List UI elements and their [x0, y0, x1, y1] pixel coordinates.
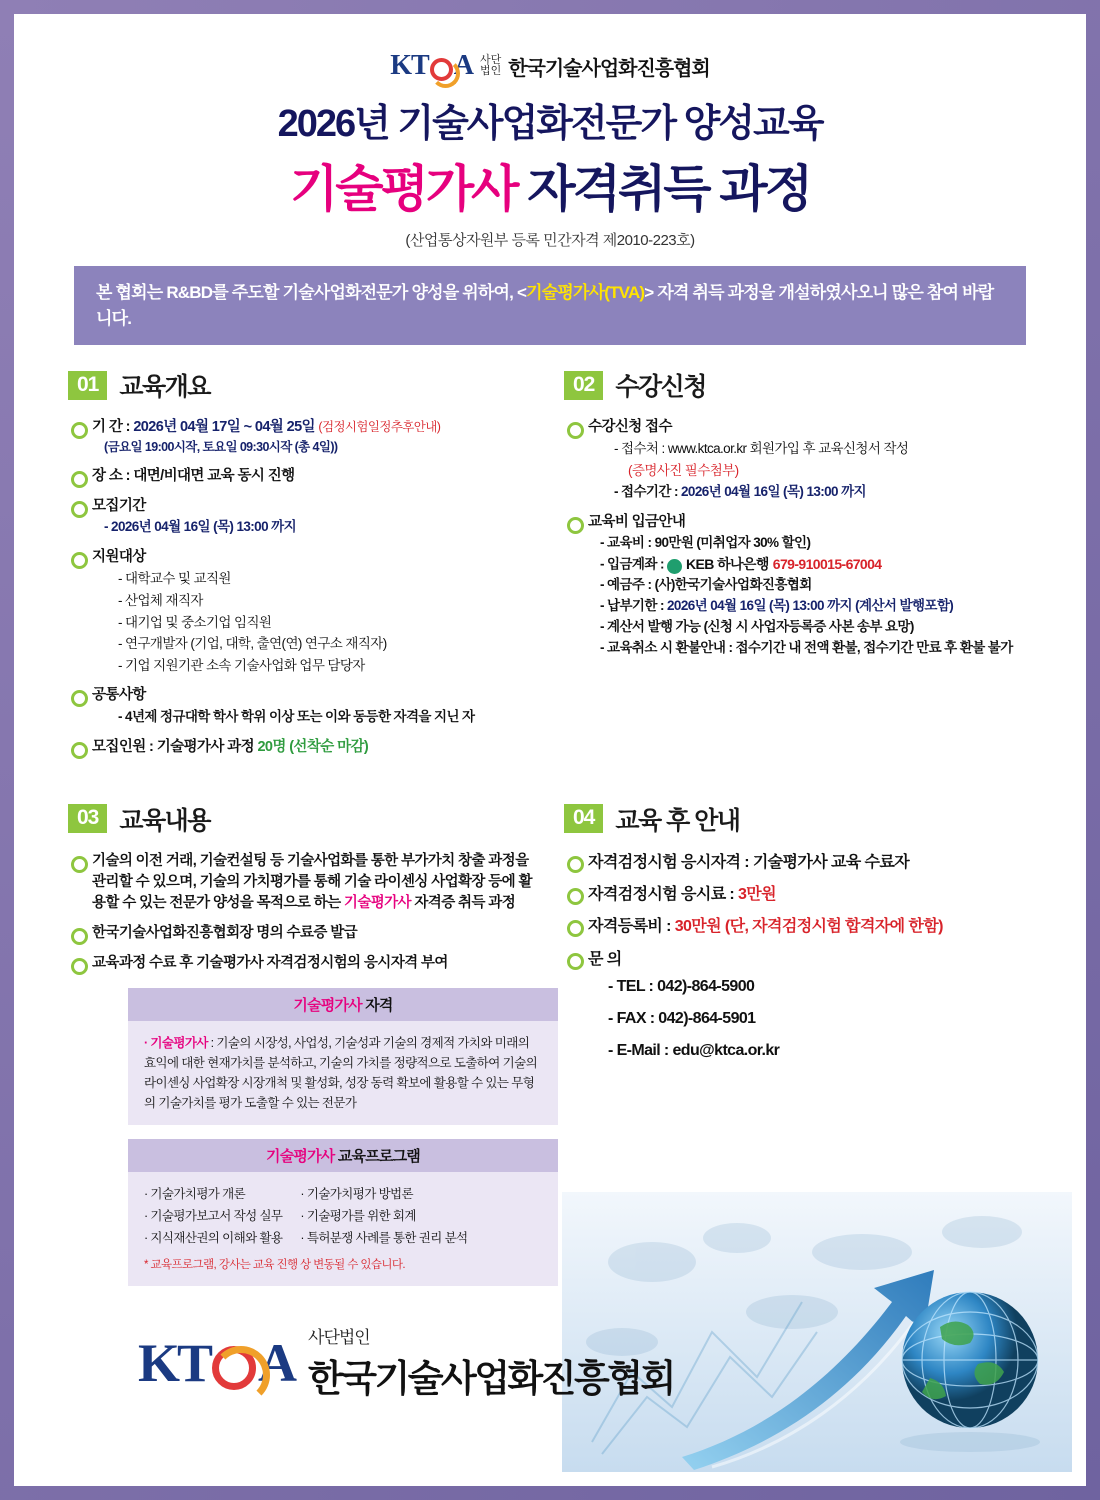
apply-line1: - 접수처 : www.ktca.or.kr 회원가입 후 교육신청서 작성: [614, 441, 909, 457]
program-list-left: [144, 1184, 282, 1250]
row-top: [28, 345, 1072, 767]
section-01: [68, 367, 550, 767]
period-sub: (금요일 19:00시작, 토요일 09:30시작 (총 4일)): [104, 440, 338, 455]
list-item: [68, 737, 536, 758]
contact-details: [588, 971, 1032, 1067]
footer-mark-tail: A: [258, 1332, 295, 1393]
section-02-header: [564, 367, 1032, 403]
list-item: [68, 685, 536, 728]
list-item: [68, 547, 536, 676]
corp-name: 한국기술사업화진흥협회: [508, 57, 710, 80]
target-4: - 기업 지원기관 소속 기술사업화 업무 담당자: [118, 657, 365, 673]
ktca-logo-tail: A: [453, 50, 473, 81]
footer-corp-small: 사단법인: [308, 1328, 370, 1347]
qualification-box: [128, 988, 558, 1125]
exam-fee-value: 3만원: [737, 886, 776, 904]
section-02: [550, 367, 1032, 767]
section-04-title: 교육 후 안내: [615, 806, 740, 835]
section-01-list: [68, 417, 536, 758]
list-item: [564, 883, 1032, 906]
apply-line3-label: - 접수기간 :: [614, 484, 678, 500]
refund-info: - 교육취소 시 환불안내 : 접수기간 내 전액 환불, 접수기간 만료 후 환불 불가: [600, 640, 1013, 656]
period-label: 기 간 :: [92, 419, 130, 435]
title-line1: 2026년 기술사업화전문가 양성교육: [277, 103, 823, 145]
hana-logo-icon: [667, 559, 682, 574]
account-holder: - 예금주 : (사)한국기술사업화진흥협회: [600, 577, 812, 593]
footer-corp-name: 한국기술사업화진흥협회: [308, 1358, 674, 1399]
list-item: · 특허분쟁 사례를 통한 권리 분석: [300, 1230, 468, 1245]
title-subtitle: (산업통상자원부 등록 민간자격 제2010-223호): [405, 232, 695, 249]
contact-email: - E-Mail : edu@ktca.or.kr: [608, 1041, 780, 1059]
due-value: 2026년 04월 16일 (목) 13:00 까지 (계산서 발행포함): [667, 598, 954, 614]
period-value: 2026년 04월 17일 ~ 04월 25일: [133, 419, 315, 435]
list-item: [564, 915, 1032, 938]
title-line2: [28, 149, 1072, 221]
qualification-box-header: [128, 988, 558, 1021]
place-value: 대면/비대면 교육 동시 진행: [133, 468, 295, 485]
place-label: 장 소 :: [92, 468, 130, 485]
due-row: [588, 596, 1032, 617]
fee-label: 교육비 입금안내: [588, 513, 686, 530]
apply-line2: (증명사진 필수첨부): [628, 462, 739, 478]
section-04-list: [564, 851, 1032, 1067]
apply-line3: [588, 481, 1032, 503]
invoice-info: - 계산서 발행 가능 (신청 시 사업자등록증 사본 송부 요망): [600, 619, 914, 635]
program-note: * 교육프로그램, 강사는 교육 진행 상 변동될 수 있습니다.: [144, 1258, 406, 1271]
qualification-text: : 기술의 시장성, 사업성, 기술성과 기술의 경제적 가치와 미래의 효익에 대한 현재가치를 분석하고, 기술의 가치를 정량적으로 도출하여 기술의 라이센싱 사업확장 시장개척 및 활성화, 성장 동력 확보에 활용할 수 있는 무형의 기술가치를 평가 도출할 수 있는 전문가: [144, 1036, 538, 1111]
program-list-right: [300, 1184, 467, 1250]
exam-fee-label: 자격검정시험 응시료 :: [588, 886, 738, 904]
list-item: [68, 496, 536, 538]
list-item: [564, 512, 1032, 659]
title-navy: 자격취득 과정: [527, 161, 811, 217]
notice-post: > 자격 취득 과정을 개설하였사오니 많은 참여 바랍니다.: [96, 283, 994, 328]
list-item: 자격검정시험 응시자격 : 기술평가사 교육 수료자: [564, 851, 1032, 874]
program-box-body: [128, 1172, 558, 1286]
section-04-number: 04: [564, 804, 603, 833]
list-item: · 기술평가를 위한 회계: [300, 1208, 416, 1223]
bank-name: KEB 하나은행: [686, 555, 769, 572]
list-item: [68, 851, 536, 914]
list-item: · 기술가치평가 방법론: [300, 1187, 414, 1202]
title-block: [28, 92, 1072, 250]
target-2: - 대기업 및 중소기업 임직원: [118, 614, 272, 630]
brand-lockup: [390, 50, 710, 82]
section-02-number: 02: [564, 371, 603, 400]
list-item: [564, 417, 1032, 503]
list-item: · 기술가치평가 개론: [144, 1187, 246, 1202]
list-item: · 지식재산권의 이해와 활용: [144, 1230, 283, 1245]
section-03-number: 03: [68, 804, 107, 833]
brand-bar: [28, 28, 1072, 82]
common-value: - 4년제 정규대학 학사 학위 이상 또는 이와 동등한 자격을 지닌 자: [118, 709, 475, 725]
bank-logo-icon: [667, 554, 881, 576]
footer-logo: [138, 1323, 674, 1402]
section-03: [68, 801, 550, 1286]
section-02-list: [564, 417, 1032, 659]
program-box-header: [128, 1139, 558, 1172]
qualification-box-header-rest: 자격: [361, 997, 393, 1015]
content-item1-highlight: 기술평가사: [343, 894, 411, 911]
contact-label: 문 의: [588, 950, 622, 968]
register-fee-value: 30만원 (단, 자격검정시험 합격자에 한함): [674, 918, 943, 936]
headcount-label: 모집인원 : 기술평가사 과정: [92, 738, 254, 755]
notice-banner: [74, 266, 1026, 345]
recruit-label: 모집기간: [92, 498, 146, 515]
section-01-number: 01: [68, 371, 107, 400]
list-item: 교육과정 수료 후 기술평가사 자격검정시험의 응시자격 부여: [68, 953, 536, 974]
list-item: [68, 417, 536, 457]
section-03-header: [68, 801, 536, 837]
due-label: - 납부기한 :: [600, 598, 664, 614]
bank-row: [588, 554, 1032, 576]
contact-tel: - TEL : 042)-864-5900: [608, 977, 755, 995]
program-box: [128, 1139, 558, 1286]
section-01-header: [68, 367, 536, 403]
program-box-header-pink: 기술평가사: [266, 1148, 335, 1166]
poster-inner: [28, 28, 1072, 1472]
apply-label: 수강신청 접수: [588, 419, 672, 435]
program-box-header-rest: 교육프로그램: [334, 1148, 420, 1166]
section-04-header: [564, 801, 1032, 837]
footer-text: [308, 1323, 674, 1402]
list-item: · 기술평가보고서 작성 실무: [144, 1208, 283, 1223]
title-pink: 기술평가사: [289, 161, 517, 217]
qualification-bullet: · 기술평가사: [144, 1036, 208, 1051]
qualification-box-body: [128, 1021, 558, 1125]
period-note: (검정시험일정추후안내): [318, 420, 441, 434]
section-03-title: 교육내용: [119, 806, 210, 835]
fee-line: - 교육비 : 90만원 (미취업자 30% 할인): [600, 534, 811, 550]
target-3: - 연구개발자 (기업, 대학, 출연(연) 연구소 재직자): [118, 636, 387, 652]
section-01-title: 교육개요: [119, 373, 210, 401]
program-columns: [144, 1184, 542, 1250]
notice-pre: 본 협회는 R&BD를 주도할 기술사업화전문가 양성을 위하여, <: [96, 283, 527, 302]
list-item: 한국기술사업화진흥협회장 명의 수료증 발급: [68, 923, 536, 944]
footer-ktca-logo-icon: [138, 1332, 294, 1394]
bank-label: - 입금계좌 :: [600, 556, 664, 572]
notice-highlight: 기술평가사(TVA): [526, 283, 645, 302]
recruit-value: - 2026년 04월 16일 (목) 13:00 까지: [104, 519, 297, 535]
section-03-list: [68, 851, 536, 974]
bank-account: 679-910015-67004: [772, 555, 882, 572]
register-fee-label: 자격등록비 :: [588, 918, 675, 936]
ktca-logo-icon: [390, 50, 473, 82]
corp-type-line1: 사단: [479, 54, 502, 66]
qualification-box-header-pink: 기술평가사: [293, 997, 362, 1015]
footer-mark-head: KT: [138, 1332, 211, 1393]
ktca-logo-head: KT: [390, 50, 429, 81]
list-item: [68, 466, 536, 487]
corp-type: [480, 55, 501, 77]
common-label: 공통사항: [92, 687, 146, 704]
headcount-value: 20명 (선착순 마감): [257, 738, 369, 755]
footer-logo-ring-icon: [212, 1346, 256, 1390]
list-item: [564, 948, 1032, 1067]
target-1: - 산업체 재직자: [118, 592, 203, 608]
content-item1-post: 자격증 취득 과정: [410, 894, 516, 911]
ktca-logo-ring-icon: [430, 58, 453, 81]
corp-type-line2: 법인: [479, 65, 502, 77]
apply-line3-value: 2026년 04월 16일 (목) 13:00 까지: [681, 484, 866, 500]
target-0: - 대학교수 및 교직원: [118, 571, 231, 587]
content-item1-pre: 기술의 이전 거래, 기술컨설팅 등 기술사업화를 통한 부가가치 창출 과정을 관리할 수 있으며, 기술의 가치평가를 통해 기술 라이센싱 사업확장 등에 활용할 수 있는 전문가 양성을 목적으로 하는: [92, 852, 532, 911]
target-label: 지원대상: [92, 549, 146, 566]
contact-fax: - FAX : 042)-864-5901: [608, 1009, 756, 1027]
section-02-title: 수강신청: [615, 373, 706, 401]
